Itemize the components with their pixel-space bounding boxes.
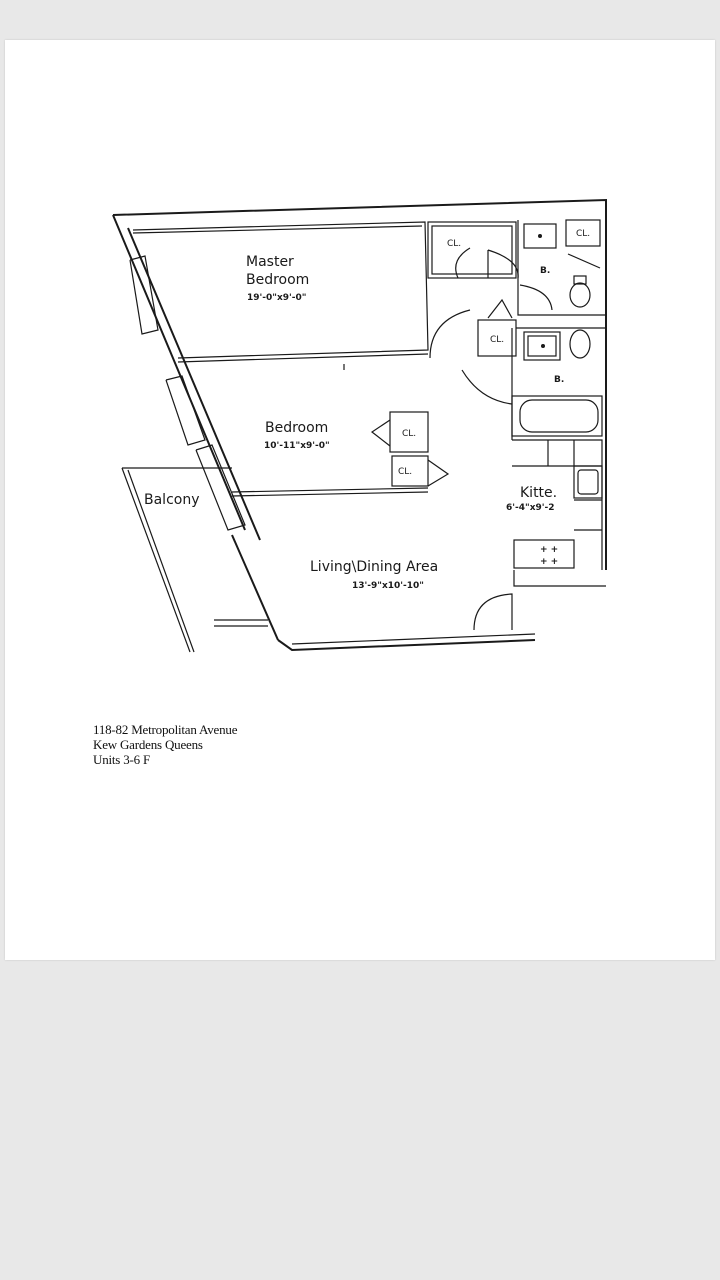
bath-upper: [518, 220, 606, 315]
living-label: Living\Dining Area: [310, 559, 439, 575]
kitchen-label: Kitte.: [520, 485, 558, 501]
master-bedroom-label-1: Master: [246, 254, 294, 270]
closet-label-bedroom-1: CL.: [402, 429, 417, 439]
closet-label-master: CL.: [447, 239, 462, 249]
master-door-arc: [520, 285, 552, 310]
bath-label-upper: B.: [540, 266, 551, 276]
master-closet: [428, 222, 518, 278]
living-dims: 13'-9"x10'-10": [352, 581, 424, 591]
address-street: 118-82 Metropolitan Avenue: [93, 722, 238, 737]
kitchen-dims: 6'-4"x9'-2: [506, 503, 555, 513]
address-units: Units 3-6 F: [93, 752, 151, 767]
address-block: [93, 722, 237, 767]
kitchen-fixtures: [474, 440, 606, 630]
address-area: Kew Gardens Queens: [93, 737, 203, 752]
master-bedroom-walls: [133, 222, 428, 362]
closet-label-hall: CL.: [490, 335, 505, 345]
svg-text:+ +: + +: [540, 557, 559, 567]
master-bedroom-dims: 19'-0"x9'-0": [247, 293, 307, 303]
bedroom-label: Bedroom: [265, 420, 329, 436]
svg-text:+ +: + +: [540, 545, 559, 555]
balcony-label: Balcony: [144, 492, 200, 508]
closet-label-bedroom-2: CL.: [398, 467, 413, 477]
hall-closet: [478, 300, 516, 356]
bath-lower: [462, 328, 606, 440]
hall-door-arc: [430, 310, 470, 358]
bath-label-lower: B.: [554, 375, 565, 385]
bedroom-dims: 10'-11"x9'-0": [264, 441, 330, 451]
closet-label-bath: CL.: [576, 229, 591, 239]
master-bedroom-label-2: Bedroom: [246, 272, 310, 288]
